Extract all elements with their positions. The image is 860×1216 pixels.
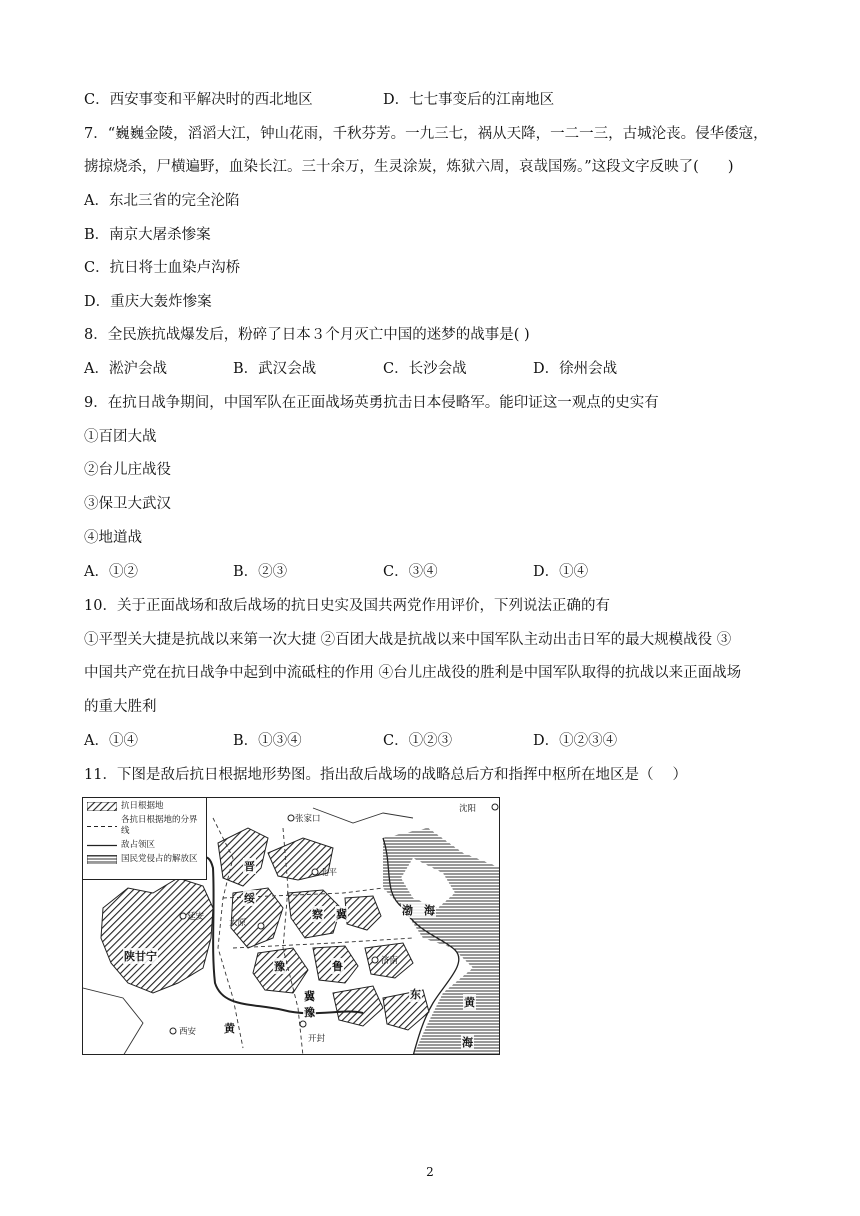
label-kaifeng: 开封 [308,1034,326,1044]
q9-option-b[interactable]: B．②③ [233,564,288,580]
legend-kmt [87,854,202,865]
legend-base [87,801,202,812]
q8-option-d[interactable]: D．徐州会战 [533,361,618,377]
label-beiping: 北平 [320,868,338,878]
q9-stem: 9．在抗日战争期间，中国军队在正面战场英勇抗击日本侵略军。能印证这一观点的史实有 [84,395,659,411]
legend-occupied-label: 敌占领区 [121,840,156,850]
q9-item-4: ④地道战 [84,530,142,546]
dashed-line-icon [87,822,117,831]
base-areas-map [82,797,500,1055]
label-shaanganning: 陕甘宁 [124,950,157,963]
q9-item-2: ②台儿庄战役 [84,462,171,478]
q8-option-a[interactable]: A．淞沪会战 [84,361,167,377]
q10-statement-line-2: 中国共产党在抗日战争中起到中流砥柱的作用 ④台儿庄战役的胜利是中国军队取得的抗战以来正面战场 [84,665,742,681]
legend-kmt-label: 国民党侵占的解放区 [121,854,198,864]
label-huang-river: 黄 [224,1022,235,1035]
legend-boundary-label: 各抗日根据地的分界线 [121,815,198,836]
label-huang-sea: 黄 [464,996,475,1009]
label-yu2: 豫 [304,1006,315,1019]
map-legend [83,798,207,880]
q7-option-b[interactable]: B．南京大屠杀惨案 [84,227,211,243]
label-jin: 晋 [244,860,255,873]
q9-item-1: ①百团大战 [84,429,157,445]
lined-swatch-icon [87,855,117,864]
q7-option-d[interactable]: D．重庆大轰炸惨案 [84,294,212,310]
label-dong: 东 [410,988,421,1001]
legend-occupied [87,840,202,851]
q8-option-b[interactable]: B．武汉会战 [233,361,317,377]
q7-option-c[interactable]: C．抗日将士血染卢沟桥 [84,260,241,276]
hatch-swatch-icon [87,802,117,811]
q7-stem-line-2: 掳掠烧杀，尸横遍野，血染长江。三十余万，生灵涂炭，炼狱六周，哀哉国殇。”这段文字反映了( ) [84,159,734,175]
label-bohai: 渤 海 [402,904,435,917]
q10-stem: 10．关于正面战场和敌后战场的抗日史实及国共两党作用评价，下列说法正确的有 [84,598,610,614]
label-sui: 绥 [244,892,255,905]
q9-option-a[interactable]: A．①② [84,564,138,580]
label-shenyang: 沈阳 [459,804,477,814]
page-number: 2 [426,1165,434,1179]
label-ji: 冀 [336,908,347,921]
legend-base-label: 抗日根据地 [121,801,164,811]
q9-option-c[interactable]: C．③④ [383,564,438,580]
label-yu: 豫 [274,960,285,973]
q10-option-c[interactable]: C．①②③ [383,733,453,749]
q9-item-3: ③保卫大武汉 [84,496,171,512]
q9-option-d[interactable]: D．①④ [533,564,589,580]
q11-stem: 11．下图是敌后抗日根据地形势图。指出敌后战场的战略总后方和指挥中枢所在地区是（ ） [84,767,688,783]
q8-stem: 8．全民族抗战爆发后，粉碎了日本３个月灭亡中国的迷梦的战事是( ) [84,327,530,343]
q10-statement-line-3: 的重大胜利 [84,699,157,715]
label-jinan: 济南 [381,956,399,966]
label-lu: 鲁 [332,960,343,973]
label-cha: 察 [312,908,323,921]
q10-option-d[interactable]: D．①②③④ [533,733,618,749]
label-taiyuan: 太原 [229,918,247,928]
q8-option-c[interactable]: C．长沙会战 [383,361,467,377]
legend-boundary [87,815,202,837]
solid-line-icon [87,841,117,850]
label-yanan: 延安 [187,912,205,922]
label-zhangjiakou: 张家口 [295,814,321,824]
q7-option-a[interactable]: A．东北三省的完全沦陷 [84,193,240,209]
q7-stem-line-1: 7．“巍巍金陵，滔滔大江，钟山花雨，千秋芬芳。一九三七，祸从天降，一二一三，古城沦丧。侵华倭寇， [84,126,768,142]
label-ji2: 冀 [304,990,315,1003]
label-xian: 西安 [179,1027,197,1037]
q10-option-a[interactable]: A．①④ [84,733,138,749]
q6-option-c[interactable]: C．西安事变和平解决时的西北地区 [84,92,313,108]
label-hai: 海 [462,1036,473,1049]
q6-option-d[interactable]: D．七七事变后的江南地区 [383,92,555,108]
q10-statement-line-1: ①平型关大捷是抗战以来第一次大捷 ②百团大战是抗战以来中国军队主动出击日军的最大规模战役 ③ [84,632,732,648]
q10-option-b[interactable]: B．①③④ [233,733,302,749]
